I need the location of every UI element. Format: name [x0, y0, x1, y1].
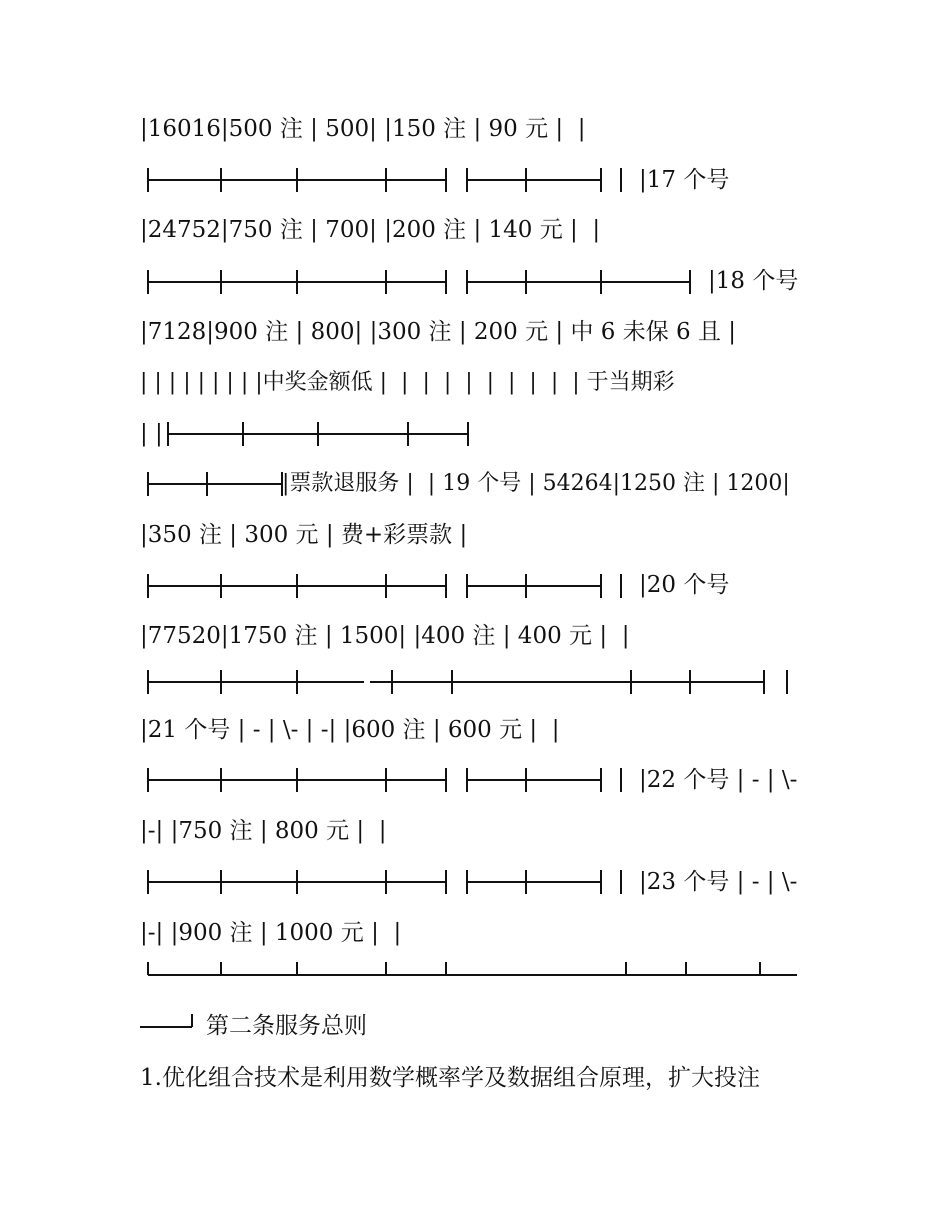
- table-text-line-10: |20 个号: [639, 572, 730, 598]
- table-text-line-13: |22 个号 | - | \-: [639, 767, 798, 793]
- table-text-line-3: |24752|750 注 | 700| |200 注 | 140 元 | |: [140, 217, 601, 243]
- table-text-line-1: |16016|500 注 | 500| |150 注 | 90 元 | |: [140, 116, 586, 142]
- separator-row-4: [148, 472, 282, 496]
- separator-row-5: [148, 574, 621, 598]
- table-text-line-16: |-| |900 注 | 1000 元 | |: [140, 920, 402, 946]
- table-text-line-4: |18 个号: [708, 268, 799, 294]
- table-text-line-12: |21 个号 | - | \- | -| |600 注 | 600 元 | |: [140, 717, 560, 743]
- section-heading: 第二条服务总则: [206, 1013, 367, 1039]
- table-text-line-6: | | | | | | | | |中奖金额低 | | | | | | | | | | 于当期彩: [140, 370, 675, 395]
- separator-row-6: [148, 670, 787, 694]
- table-text-line-8: |票款退服务 | | 19 个号 | 54264|1250 注 | 1200|: [282, 471, 790, 496]
- table-text-line-5: |7128|900 注 | 800| |300 注 | 200 元 | 中 6 未保 6 且 |: [140, 319, 737, 345]
- table-text-line-9: |350 注 | 300 元 | 费+彩票款 |: [140, 522, 468, 548]
- heading-corner-mark: [140, 1014, 192, 1027]
- table-text-line-2: |17 个号: [639, 167, 730, 193]
- paragraph-start: 1.优化组合技术是利用数学概率学及数据组合原理，扩大投注: [140, 1065, 760, 1091]
- table-text-line-7: | |: [140, 421, 163, 447]
- separator-row-2: [148, 270, 690, 294]
- separator-row-3: [168, 422, 468, 446]
- table-bottom-border: [148, 962, 797, 975]
- separator-row-7: [148, 768, 621, 792]
- table-text-line-15: |23 个号 | - | \-: [639, 869, 798, 895]
- separator-row-1: [148, 168, 621, 192]
- table-text-line-14: |-| |750 注 | 800 元 | |: [140, 818, 387, 844]
- separator-row-8: [148, 870, 621, 894]
- table-text-line-11: |77520|1750 注 | 1500| |400 注 | 400 元 | |: [140, 623, 630, 649]
